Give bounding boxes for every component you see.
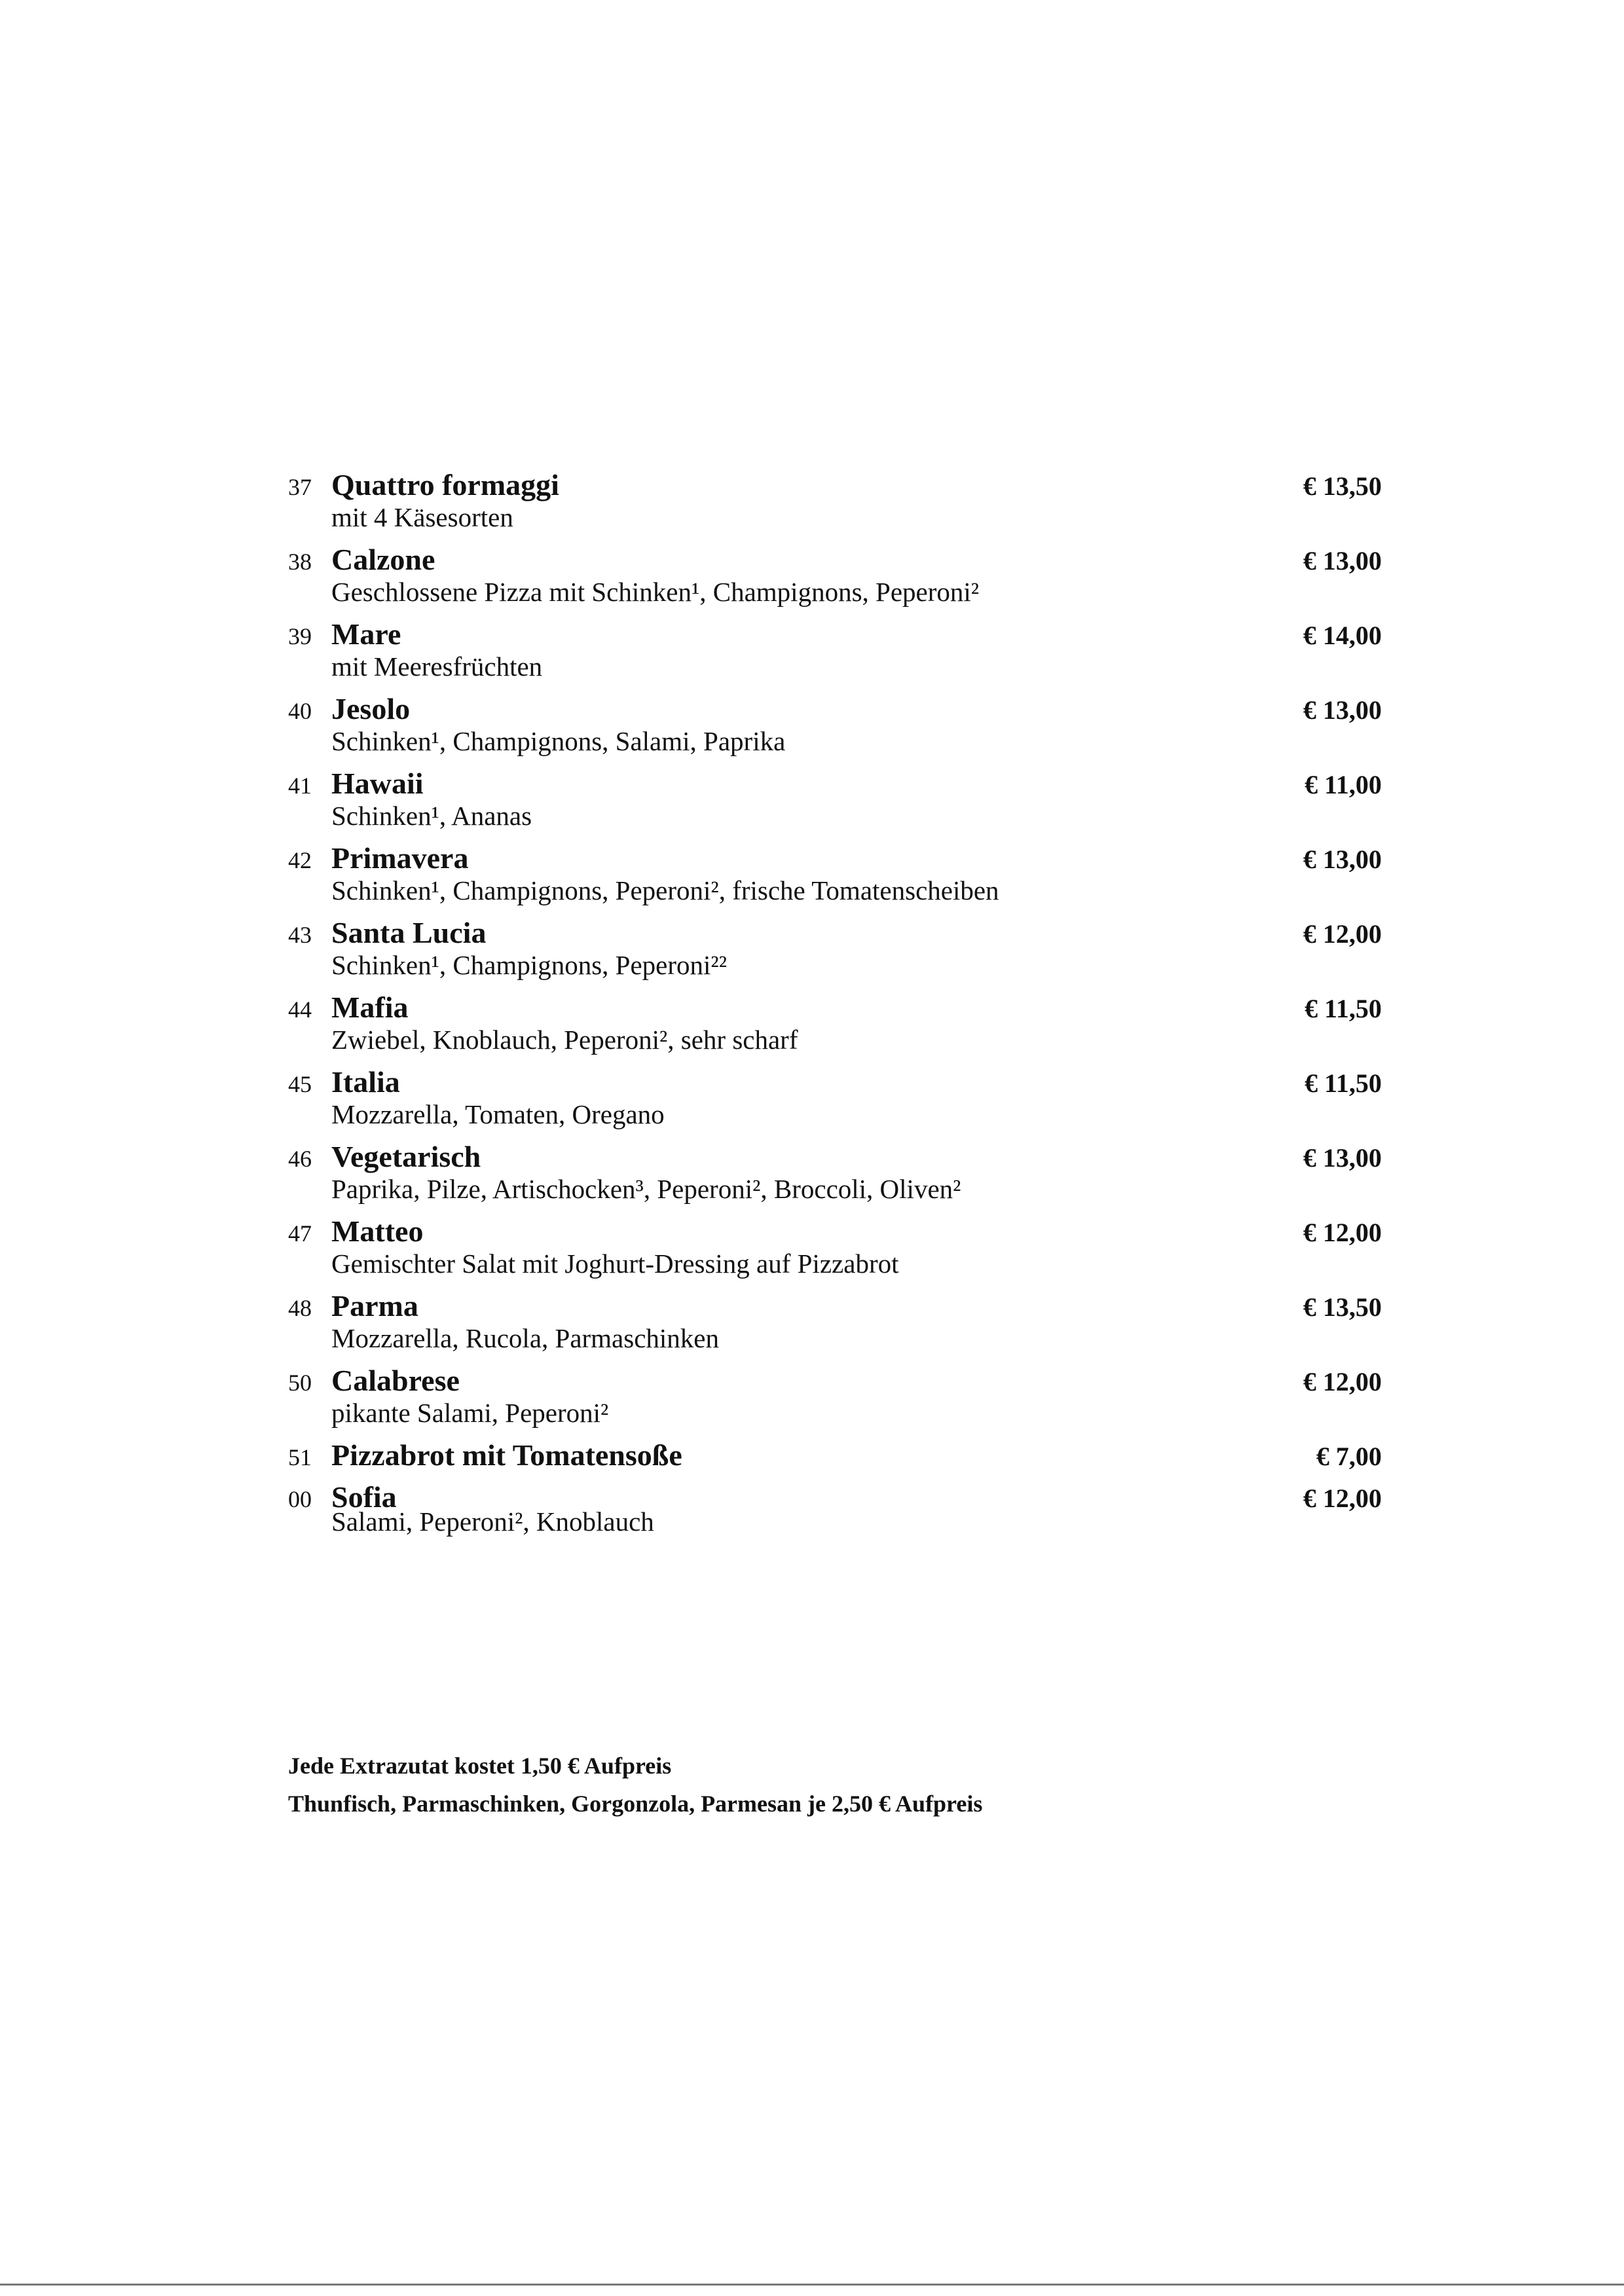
item-price: € 13,50 bbox=[1303, 471, 1382, 501]
item-name: Pizzabrot mit Tomatensoße bbox=[331, 1438, 682, 1472]
item-description: Gemischter Salat mit Joghurt-Dressing auf Pizzabrot bbox=[331, 1248, 899, 1279]
menu-item bbox=[288, 831, 1382, 906]
item-number: 39 bbox=[288, 623, 312, 649]
item-description: Schinken¹, Ananas bbox=[331, 801, 532, 831]
item-description: Schinken¹, Champignons, Peperoni², frische Tomatenscheiben bbox=[331, 875, 999, 905]
menu-item bbox=[288, 1055, 1382, 1130]
item-number: 47 bbox=[288, 1220, 312, 1247]
item-number: 40 bbox=[288, 698, 312, 724]
item-number: 41 bbox=[288, 773, 312, 799]
item-description: Schinken¹, Champignons, Peperoni²² bbox=[331, 950, 727, 980]
item-description: pikante Salami, Peperoni² bbox=[331, 1398, 609, 1428]
menu-item bbox=[288, 1429, 1382, 1473]
item-number: 38 bbox=[288, 549, 312, 575]
menu-item bbox=[288, 682, 1382, 757]
menu-list bbox=[288, 458, 1382, 1537]
item-name: Santa Lucia bbox=[331, 916, 487, 949]
menu-item bbox=[288, 1473, 1382, 1537]
item-description: mit 4 Käsesorten bbox=[331, 502, 513, 532]
item-number: 43 bbox=[288, 922, 312, 948]
item-description: mit Meeresfrüchten bbox=[331, 651, 543, 682]
item-number: 50 bbox=[288, 1370, 312, 1396]
menu-item bbox=[288, 1354, 1382, 1429]
item-price: € 11,00 bbox=[1304, 770, 1382, 799]
item-name: Mafia bbox=[331, 991, 409, 1024]
item-price: € 13,00 bbox=[1303, 1143, 1382, 1173]
item-description: Geschlossene Pizza mit Schinken¹, Champignons, Peperoni² bbox=[331, 577, 980, 607]
item-name: Calzone bbox=[331, 543, 435, 576]
item-number: 51 bbox=[288, 1444, 312, 1470]
item-number: 45 bbox=[288, 1071, 312, 1097]
item-name: Vegetarisch bbox=[331, 1140, 481, 1173]
item-name: Parma bbox=[331, 1289, 418, 1322]
item-price: € 11,50 bbox=[1304, 994, 1382, 1023]
item-name: Quattro formaggi bbox=[331, 468, 559, 501]
menu-item bbox=[288, 981, 1382, 1055]
surcharge-notes bbox=[288, 1747, 1401, 1823]
item-price: € 14,00 bbox=[1303, 621, 1382, 650]
item-name: Jesolo bbox=[331, 692, 411, 725]
menu-item bbox=[288, 608, 1382, 682]
item-name: Sofia bbox=[331, 1480, 397, 1514]
menu-item bbox=[288, 533, 1382, 608]
item-price: € 13,00 bbox=[1303, 695, 1382, 725]
extra-topping-note: Jede Extrazutat kostet 1,50 € Aufpreis bbox=[288, 1753, 672, 1779]
item-description: Schinken¹, Champignons, Salami, Paprika bbox=[331, 726, 786, 756]
premium-topping-note: Thunfisch, Parmaschinken, Gorgonzola, Parmesan je 2,50 € Aufpreis bbox=[288, 1791, 983, 1817]
item-description: Paprika, Pilze, Artischocken³, Peperoni², Broccoli, Oliven² bbox=[331, 1174, 961, 1204]
menu-item-header bbox=[288, 1429, 1382, 1473]
item-number: 00 bbox=[288, 1486, 312, 1512]
menu-item bbox=[288, 906, 1382, 981]
item-number: 42 bbox=[288, 847, 312, 873]
item-description: Mozzarella, Tomaten, Oregano bbox=[331, 1099, 665, 1129]
menu-item bbox=[288, 1205, 1382, 1279]
item-price: € 12,00 bbox=[1303, 1484, 1382, 1513]
item-name: Hawaii bbox=[331, 767, 424, 800]
menu-item bbox=[288, 1279, 1382, 1354]
item-name: Italia bbox=[331, 1065, 400, 1099]
item-price: € 12,00 bbox=[1303, 919, 1382, 949]
item-description: Salami, Peperoni², Knoblauch bbox=[331, 1506, 654, 1537]
item-description: Mozzarella, Rucola, Parmaschinken bbox=[331, 1323, 719, 1353]
item-number: 44 bbox=[288, 996, 312, 1023]
item-price: € 7,00 bbox=[1316, 1442, 1382, 1471]
item-description: Zwiebel, Knoblauch, Peperoni², sehr scharf bbox=[331, 1025, 798, 1055]
item-price: € 12,00 bbox=[1303, 1218, 1382, 1247]
item-price: € 13,00 bbox=[1303, 845, 1382, 874]
item-name: Calabrese bbox=[331, 1364, 460, 1397]
item-price: € 11,50 bbox=[1304, 1068, 1382, 1098]
item-number: 37 bbox=[288, 474, 312, 500]
menu-item bbox=[288, 1130, 1382, 1205]
item-price: € 13,50 bbox=[1303, 1292, 1382, 1322]
menu-item bbox=[288, 458, 1382, 533]
item-name: Primavera bbox=[331, 841, 469, 875]
item-price: € 12,00 bbox=[1303, 1367, 1382, 1396]
scan-edge-line bbox=[0, 2284, 1624, 2286]
item-name: Matteo bbox=[331, 1214, 424, 1248]
item-price: € 13,00 bbox=[1303, 546, 1382, 575]
item-name: Mare bbox=[331, 617, 401, 651]
item-number: 46 bbox=[288, 1146, 312, 1172]
menu-item bbox=[288, 757, 1382, 831]
item-number: 48 bbox=[288, 1295, 312, 1321]
